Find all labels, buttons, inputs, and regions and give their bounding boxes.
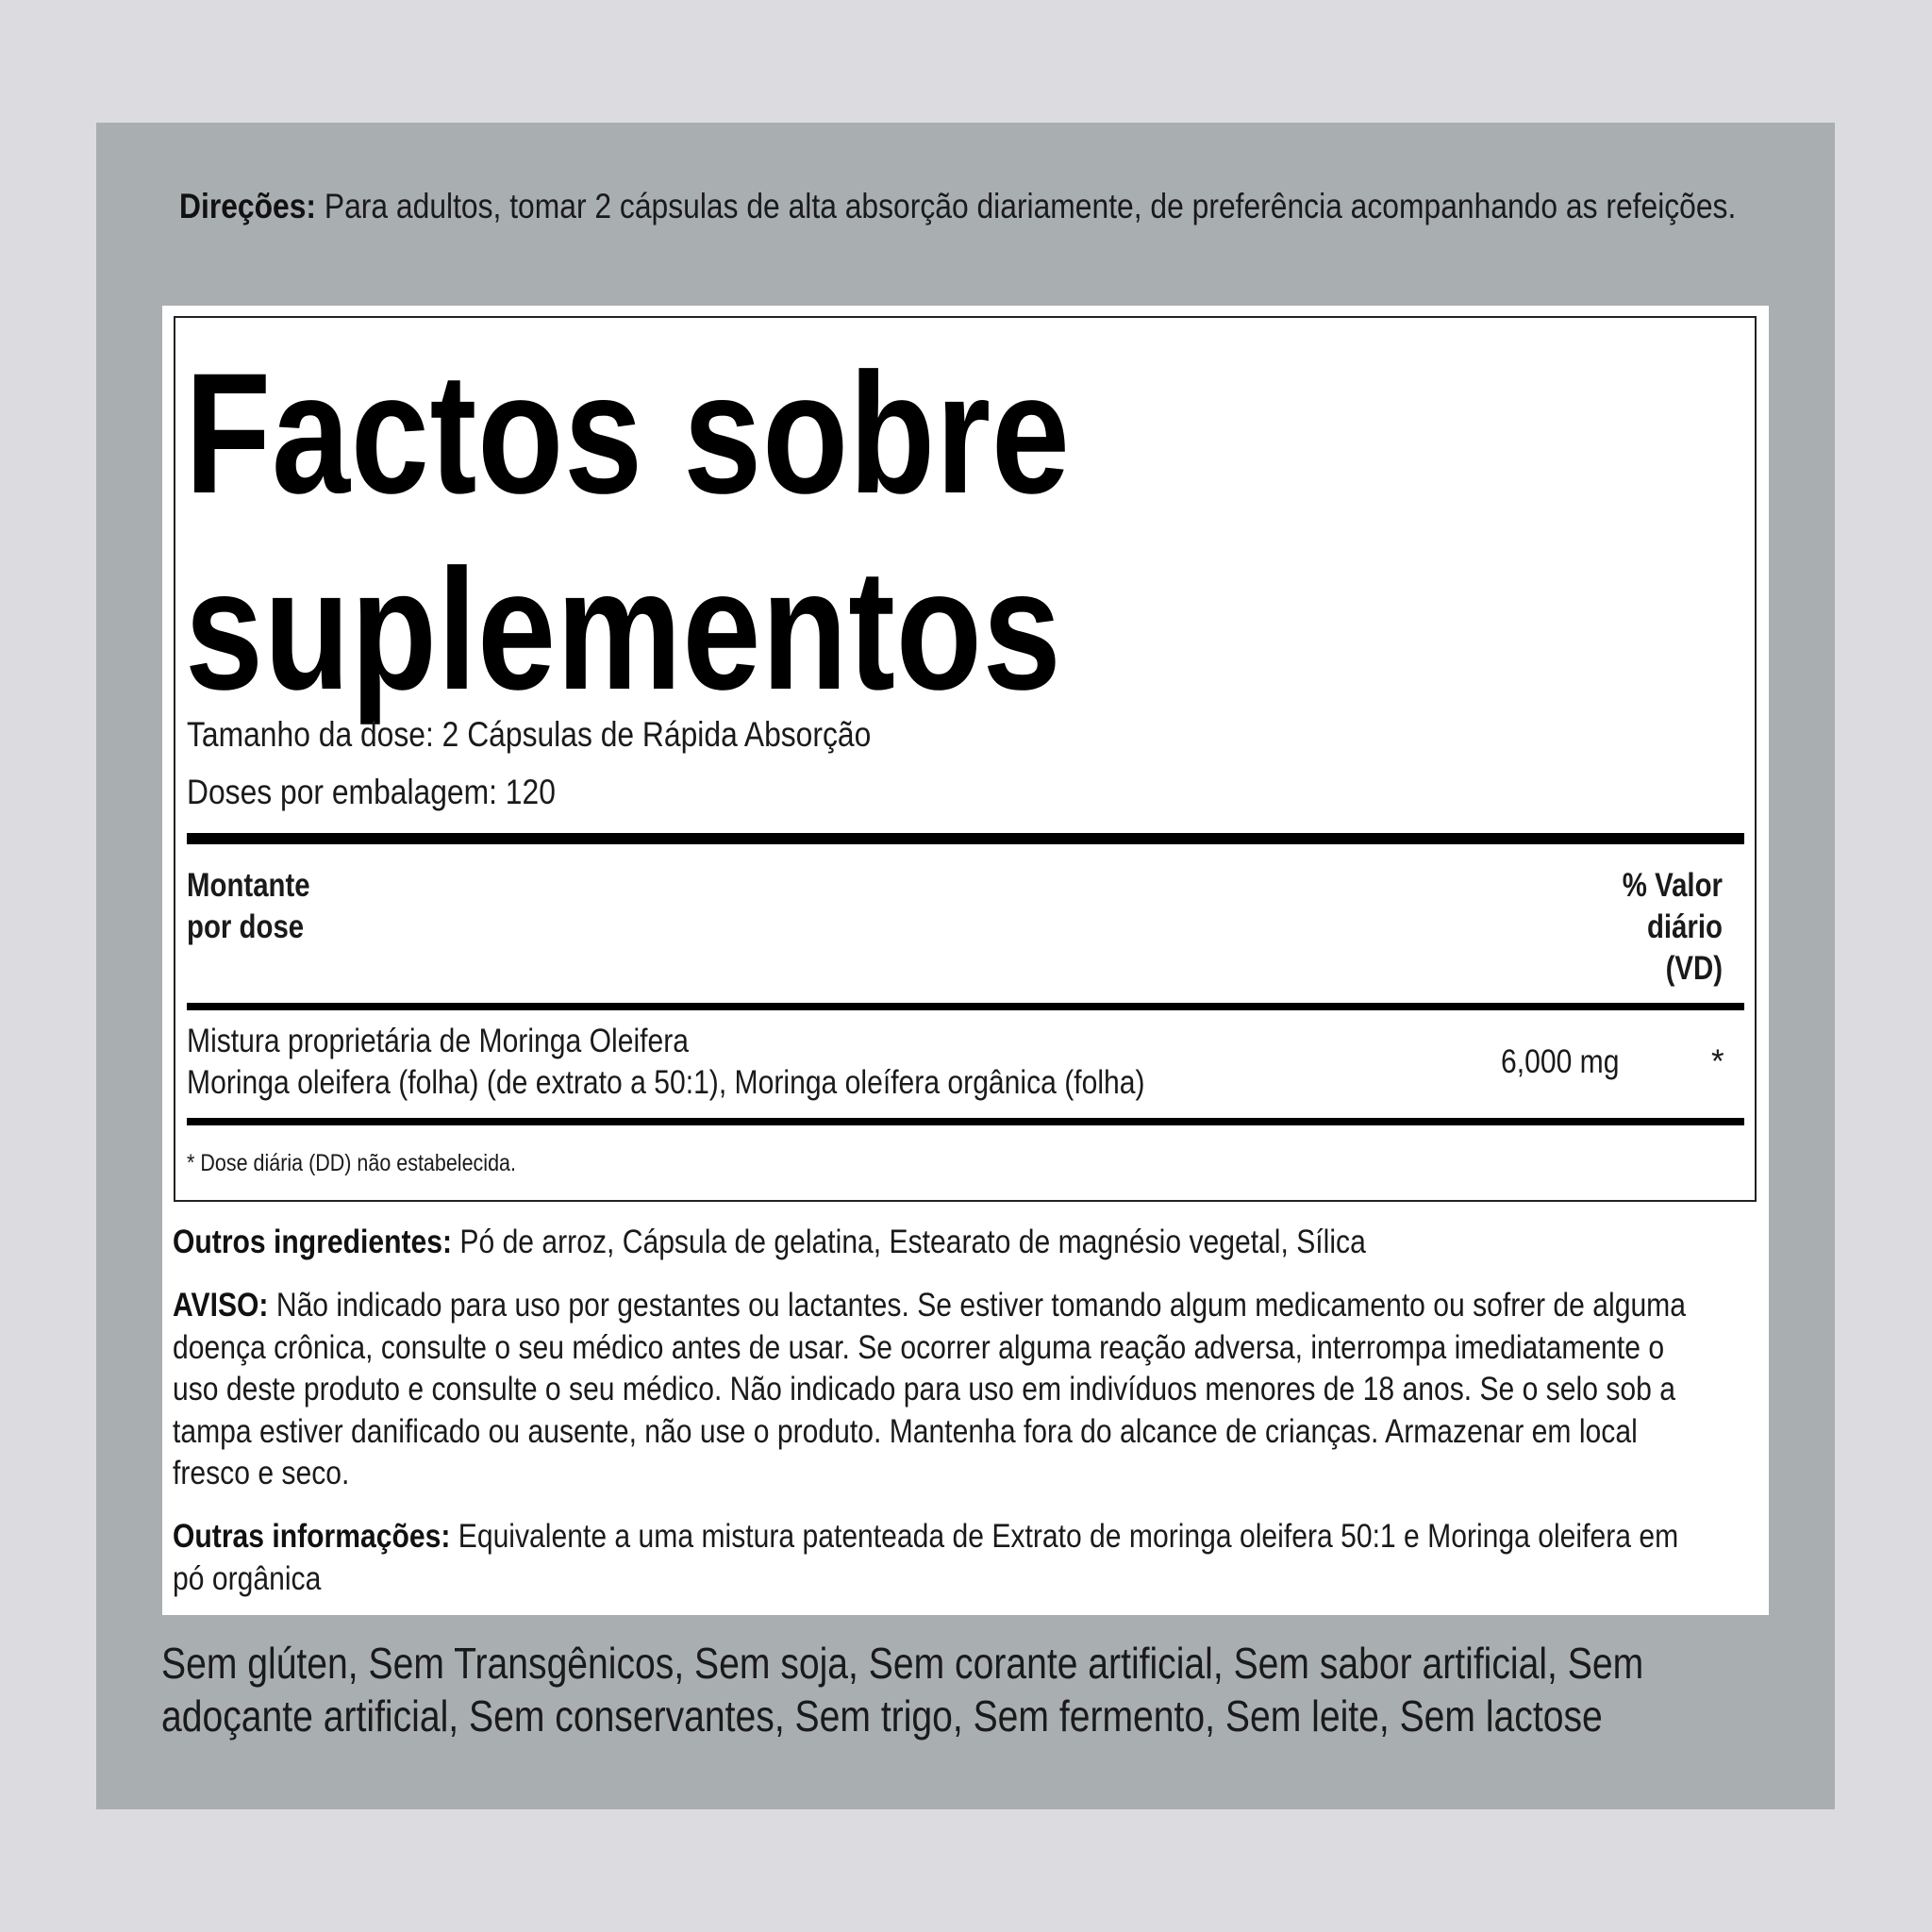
- title-line-2: suplementos: [185, 533, 1062, 725]
- title-line-1: Factos sobre: [185, 337, 1071, 529]
- ingredient-dv: *: [1711, 1043, 1724, 1080]
- supplement-facts-title: [185, 335, 1071, 727]
- servings-per-container: Doses por embalagem: 120: [187, 773, 556, 811]
- serving-size: Tamanho da dose: 2 Cápsulas de Rápida Absorção: [187, 715, 872, 754]
- amount-per-serving-header: [187, 865, 425, 948]
- footnote: * Dose diária (DD) não estabelecida.: [187, 1150, 516, 1176]
- ingredient-detail: Moringa oleifera (folha) (de extrato a 50:1), Moringa oleífera orgânica (folha): [187, 1064, 1145, 1101]
- other-info: [173, 1516, 1690, 1600]
- amount-header-line-1: Montante: [187, 867, 310, 904]
- bottom-divider: [187, 1118, 1744, 1125]
- warning: [173, 1285, 1690, 1495]
- other-ingredients-label: Outros ingredientes:: [173, 1224, 453, 1260]
- supplement-facts-box: [174, 316, 1757, 1202]
- other-info-text: Equivalente a uma mistura patenteada de Extrato de moringa oleifera 50:1 e Moringa oleifera em pó orgânica: [173, 1518, 1679, 1597]
- directions-text: [179, 182, 1761, 230]
- other-ingredients-text: Pó de arroz, Cápsula de gelatina, Estearato de magnésio vegetal, Sílica: [452, 1224, 1366, 1260]
- dv-header-line-2: diário: [1646, 908, 1723, 945]
- medium-divider: [187, 1003, 1744, 1010]
- thick-divider: [187, 833, 1744, 844]
- daily-value-header: [1517, 865, 1723, 990]
- other-info-label: Outras informações:: [173, 1518, 451, 1555]
- dv-header-line-1: % Valor: [1622, 867, 1723, 904]
- ingredient-name: Mistura proprietária de Moringa Oleifera: [187, 1023, 690, 1059]
- ingredient-row: [187, 1021, 1145, 1104]
- dv-header-line-3: (VD): [1665, 950, 1723, 987]
- ingredient-amount: 6,000 mg: [1501, 1043, 1620, 1080]
- warning-text: Não indicado para uso por gestantes ou lactantes. Se estiver tomando algum medicamento ou sofrer de alguma doença crônica, consulte o seu médico antes de usar. Se ocorrer alguma reação adversa, interrompa imediatamente o uso deste produto e consulte o seu médico. Não indicado para uso em indivíduos menores de 18 anos. Se o selo sob a tampa estiver danificado ou ausente, não use o produto. Mantenha fora do alcance de crianças. Armazenar em local fresco e seco.: [173, 1287, 1687, 1491]
- directions-label: Direções:: [179, 187, 317, 225]
- free-from-list: Sem glúten, Sem Transgênicos, Sem soja, Sem corante artificial, Sem sabor artificial, Sem adoçante artificial, Sem conservantes, Sem trigo, Sem fermento, Sem leite, Sem lactose: [161, 1639, 1644, 1740]
- directions-body: Para adultos, tomar 2 cápsulas de alta absorção diariamente, de preferência acompanhando as refeições.: [316, 187, 1737, 225]
- amount-header-line-2: por dose: [187, 908, 305, 945]
- warning-label: AVISO:: [173, 1287, 269, 1324]
- other-ingredients: [173, 1222, 1690, 1264]
